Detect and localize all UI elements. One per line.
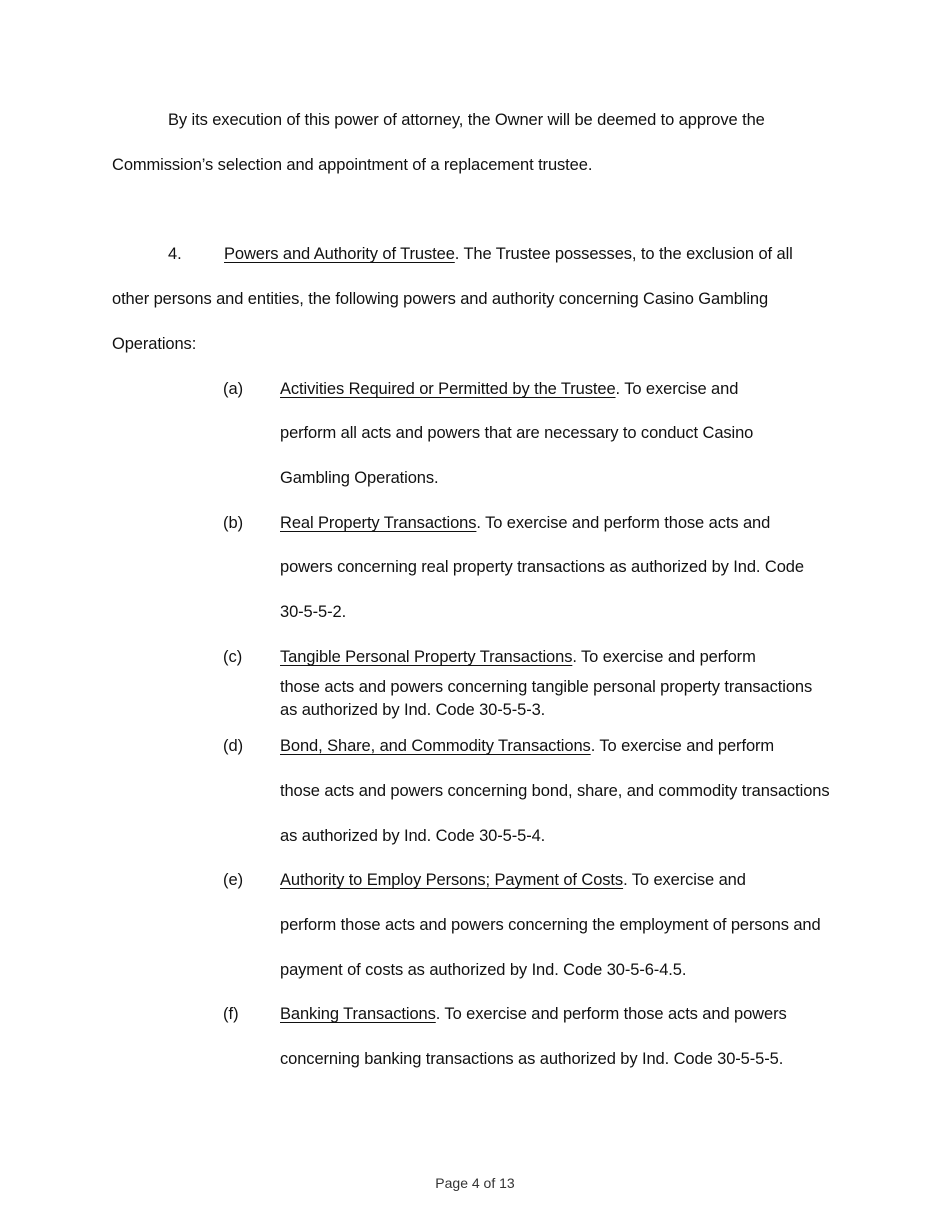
item-f-line-2: concerning banking transactions as authorized by Ind. Code 30-5-5-5. bbox=[280, 1050, 784, 1068]
item-c-heading: Tangible Personal Property Transactions bbox=[280, 648, 573, 666]
section-4-line-3: Operations: bbox=[112, 335, 197, 353]
section-4-line-1 bbox=[224, 245, 793, 264]
item-c-line-1-text: . To exercise and perform bbox=[572, 648, 756, 666]
item-b-line-3: 30-5-5-2. bbox=[280, 603, 347, 621]
item-d-heading: Bond, Share, and Commodity Transactions bbox=[280, 737, 591, 755]
item-c-line-2: those acts and powers concerning tangible personal property transactions bbox=[280, 678, 813, 696]
item-a-heading: Activities Required or Permitted by the Trustee bbox=[280, 380, 616, 398]
section-4-line-1-text: . The Trustee possesses, to the exclusion of all bbox=[454, 245, 793, 263]
item-e-line-3: payment of costs as authorized by Ind. Code 30-5-6-4.5. bbox=[280, 961, 687, 979]
item-a-line-1 bbox=[280, 380, 738, 399]
item-e-label: (e) bbox=[223, 871, 244, 889]
item-a-line-3: Gambling Operations. bbox=[280, 469, 439, 487]
item-d-label: (d) bbox=[223, 737, 244, 755]
item-c-line-3: as authorized by Ind. Code 30-5-5-3. bbox=[280, 701, 546, 719]
item-e-heading: Authority to Employ Persons; Payment of Costs bbox=[280, 871, 624, 889]
item-f-line-1 bbox=[280, 1005, 787, 1024]
item-b-label: (b) bbox=[223, 514, 244, 532]
item-a-label: (a) bbox=[223, 380, 244, 398]
item-b-line-1 bbox=[280, 514, 770, 533]
item-a-line-2: perform all acts and powers that are necessary to conduct Casino bbox=[280, 424, 754, 442]
item-e-line-2: perform those acts and powers concerning the employment of persons and bbox=[280, 916, 821, 934]
item-e-line-1-text: . To exercise and bbox=[623, 871, 746, 889]
item-f-heading: Banking Transactions bbox=[280, 1005, 436, 1023]
intro-line-2: Commission’s selection and appointment of a replacement trustee. bbox=[112, 156, 593, 174]
item-c-label: (c) bbox=[223, 648, 243, 666]
item-d-line-3: as authorized by Ind. Code 30-5-5-4. bbox=[280, 827, 546, 845]
item-d-line-1-text: . To exercise and perform bbox=[590, 737, 775, 755]
item-a-line-1-text: . To exercise and bbox=[615, 380, 739, 398]
item-e-line-1 bbox=[280, 871, 746, 890]
section-heading: Powers and Authority of Trustee bbox=[224, 245, 455, 263]
page-number: Page 4 of 13 bbox=[435, 1175, 515, 1191]
item-f-line-1-text: . To exercise and perform those acts and powers bbox=[435, 1005, 787, 1023]
section-4-line-2: other persons and entities, the following powers and authority concerning Casino Gambling bbox=[112, 290, 769, 308]
item-f-label: (f) bbox=[223, 1005, 239, 1023]
section-number: 4. bbox=[168, 245, 182, 263]
item-b-line-1-text: . To exercise and perform those acts and bbox=[476, 514, 771, 532]
item-d-line-1 bbox=[280, 737, 774, 756]
item-b-heading: Real Property Transactions bbox=[280, 514, 477, 532]
item-d-line-2: those acts and powers concerning bond, share, and commodity transactions bbox=[280, 782, 830, 800]
intro-line-1: By its execution of this power of attorney, the Owner will be deemed to approve the bbox=[168, 111, 765, 129]
item-c-line-1 bbox=[280, 648, 756, 667]
item-b-line-2: powers concerning real property transactions as authorized by Ind. Code bbox=[280, 558, 804, 576]
